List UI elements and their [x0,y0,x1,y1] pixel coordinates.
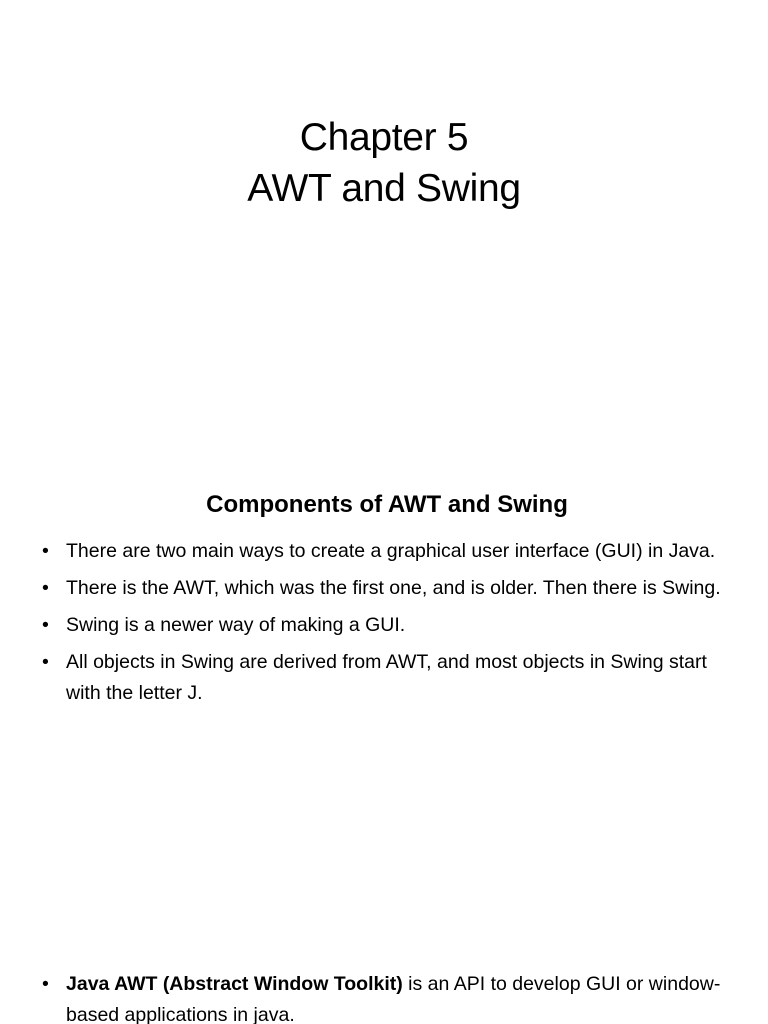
bullet-icon: • [42,614,49,636]
awt-definition-slide [0,940,768,1024]
title-line-topic: AWT and Swing [247,167,521,210]
bullet-text: There are two main ways to create a graphical user interface (GUI) in Java. [66,540,716,562]
bullet-list [40,969,740,1024]
bullet-item [40,536,730,567]
bullet-text: is an API to develop GUI or window-based applications in java. [66,973,721,1024]
bullet-icon: • [42,973,49,995]
bullet-list [40,536,730,715]
slide-title [0,112,768,214]
bullet-item [40,610,730,641]
bullet-icon: • [42,540,49,562]
bullet-item [40,969,740,1024]
title-slide [0,0,768,470]
bullet-item [40,647,730,709]
components-slide [0,470,768,940]
bullet-text: Swing is a newer way of making a GUI. [66,614,406,636]
bullet-icon: • [42,651,49,673]
bullet-bold-term: Java AWT (Abstract Window Toolkit) [66,973,403,995]
bullet-text: There is the AWT, which was the first one, and is older. Then there is Swing. [66,577,721,599]
bullet-item [40,573,730,604]
title-line-chapter: Chapter 5 [299,116,469,159]
bullet-icon: • [42,577,49,599]
section-heading: Components of AWT and Swing [206,491,568,518]
bullet-text: All objects in Swing are derived from AWT, and most objects in Swing start with the letter J. [66,651,707,704]
